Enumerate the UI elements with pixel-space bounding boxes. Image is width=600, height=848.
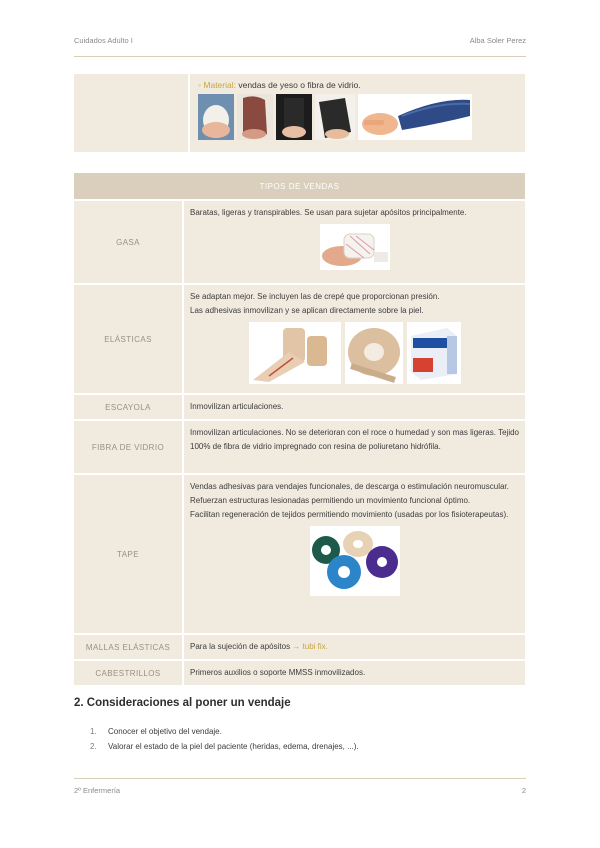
header-right: Alba Soler Perez: [469, 36, 526, 45]
list-text: Valorar el estado de la piel del paciente (heridas, edema, drenajes, ...).: [108, 742, 359, 751]
tubi-fix-link[interactable]: → tubi fix.: [292, 642, 328, 651]
footer-left: 2º Enfermería: [74, 786, 121, 795]
table-row: [74, 475, 525, 633]
row-description: Inmovilizan articulaciones. No se deterioran con el roce o humedad y son mas ligeras. Tejido 100% de fibra de vidrio impregnado con resina de poliuretano hidrófila.: [184, 421, 525, 473]
row-text-2: Refuerzan estructuras lesionadas permitiendo un movimiento funcional óptimo.: [190, 496, 471, 505]
row-description: [184, 475, 525, 633]
table-heading: TIPOS DE VENDAS: [74, 173, 525, 199]
row-description: Primeros auxilios o soporte MMSS inmovilizados.: [184, 661, 525, 685]
row-label: ESCAYOLA: [74, 395, 184, 419]
row-label: TAPE: [74, 475, 184, 633]
row-text-3: Facilitan regeneración de tejidos permitiendo movimiento (usadas por los fisioterapeutas).: [190, 510, 509, 519]
row-label: GASA: [74, 201, 184, 283]
cast-images: [198, 94, 525, 140]
cast-photo-3: [276, 94, 312, 140]
table-row: [74, 395, 525, 419]
cast-photo-4: [315, 94, 355, 140]
list-number: 2.: [90, 742, 97, 751]
cast-photo-5: [358, 94, 472, 140]
page-header: [74, 36, 526, 58]
row-description: [184, 635, 525, 659]
row-label: FIBRA DE VIDRIO: [74, 421, 184, 473]
bandage-types-table: [74, 171, 525, 687]
row-label: CABESTRILLOS: [74, 661, 184, 685]
material-label-cell: [74, 74, 190, 152]
cast-photo-2: [237, 94, 273, 140]
page-footer: [74, 786, 526, 795]
elastic-bandage-image-2: [345, 322, 403, 384]
table-row: [74, 201, 525, 283]
row-description: [184, 285, 525, 393]
table-row: [74, 661, 525, 685]
material-cell: [190, 74, 525, 152]
page-number: 2: [521, 786, 526, 795]
footer-rule: [74, 778, 526, 779]
list-item: [90, 727, 359, 736]
material-table: [74, 74, 525, 152]
row-description: Inmovilizan articulaciones.: [184, 395, 525, 419]
table-row: [74, 421, 525, 473]
header-left: Cuidados Adulto I: [74, 36, 133, 45]
row-description: [184, 201, 525, 283]
row-text-1: Vendas adhesivas para vendajes funcionales, de descarga o estimulación neuromuscular.: [190, 482, 509, 491]
gauze-image: [320, 224, 390, 270]
row-label: MALLAS ELÁSTICAS: [74, 635, 184, 659]
material-text: vendas de yeso o fibra de vidrio.: [235, 80, 361, 90]
list-number: 1.: [90, 727, 97, 736]
table-row: [74, 635, 525, 659]
row-text-1: Se adaptan mejor. Se incluyen las de crepé que proporcionan presión.: [190, 292, 440, 301]
considerations-list: [90, 727, 359, 757]
row-text: Baratas, ligeras y transpirables. Se usan para sujetar apósitos principalmente.: [190, 208, 467, 217]
list-text: Conocer el objetivo del vendaje.: [108, 727, 222, 736]
material-label: Material:: [203, 80, 236, 90]
list-item: [90, 742, 359, 751]
row-label: ELÁSTICAS: [74, 285, 184, 393]
section-heading: 2. Consideraciones al poner un vendaje: [74, 697, 291, 709]
header-rule: [74, 56, 526, 57]
table-row: [74, 285, 525, 393]
tape-rolls-image: [310, 526, 400, 596]
bullet: ◦: [198, 80, 202, 90]
elastic-bandage-image-1: [249, 322, 341, 384]
row-text-2: Las adhesivas inmovilizan y se aplican directamente sobre la piel.: [190, 306, 424, 315]
row-text: Para la sujeción de apósitos: [190, 642, 293, 651]
cast-photo-1: [198, 94, 234, 140]
material-line: [198, 80, 525, 90]
elastic-bandage-box-image: [407, 322, 461, 384]
